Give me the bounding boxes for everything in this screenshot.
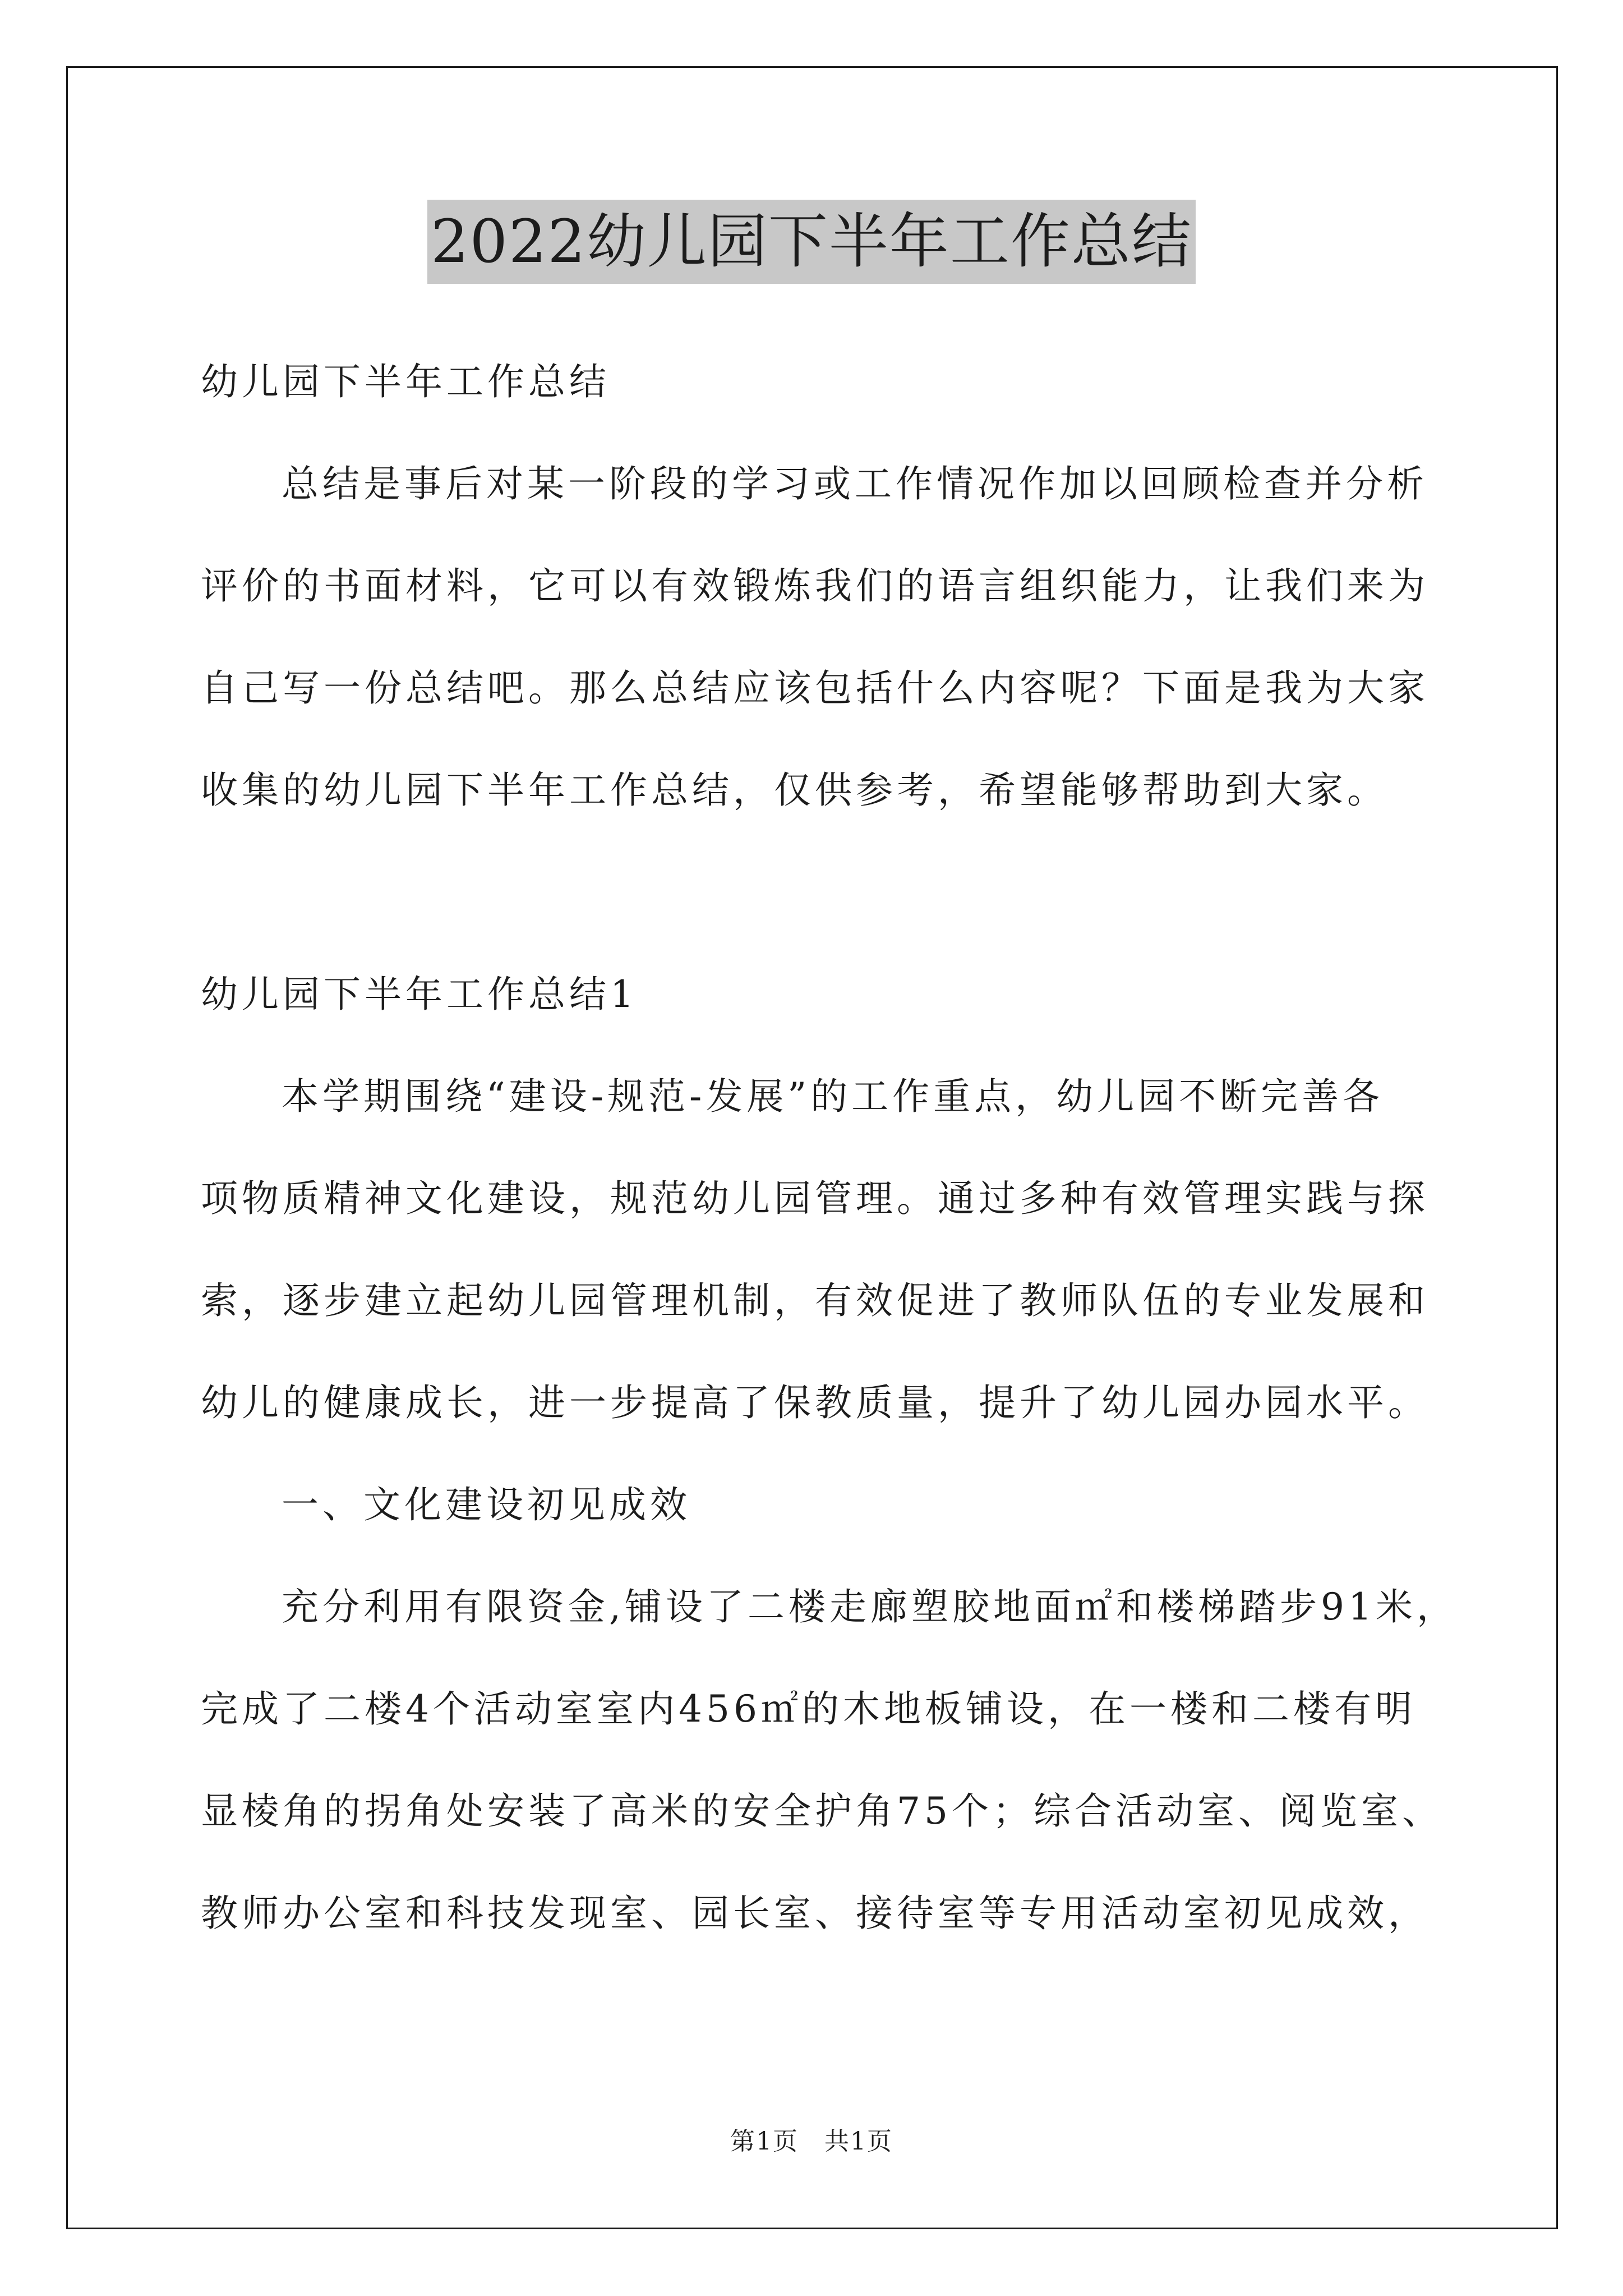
paragraph-line: 充分利用有限资金,铺设了二楼走廊塑胶地面㎡和楼梯踏步91米， (282, 1585, 1458, 1628)
paragraph-line: 本学期围绕“建设-规范-发展”的工作重点，幼儿园不断完善各 (282, 1075, 1384, 1118)
intro-line: 总结是事后对某一阶段的学习或工作情况作加以回顾检查并分析 (282, 462, 1428, 505)
paragraph-line: 教师办公室和科技发现室、园长室、接待室等专用活动室初见成效， (201, 1892, 1429, 1935)
title-block (0, 200, 1623, 284)
paragraph-line: 项物质精神文化建设，规范幼儿园管理。通过多种有效管理实践与探 (201, 1177, 1429, 1220)
paragraph-line: 完成了二楼4个活动室室内456㎡的木地板铺设，在一楼和二楼有明 (201, 1687, 1416, 1731)
intro-line: 收集的幼儿园下半年工作总结，仅供参考，希望能够帮助到大家。 (201, 769, 1388, 812)
document-title: 2022幼儿园下半年工作总结 (427, 200, 1196, 284)
paragraph-line: 显棱角的拐角处安装了高米的安全护角75个；综合活动室、阅览室、 (201, 1789, 1443, 1833)
page-footer: 第1页 共1页 (730, 2127, 893, 2156)
intro-line: 评价的书面材料，它可以有效锻炼我们的语言组织能力，让我们来为 (201, 564, 1429, 608)
paragraph-line: 索，逐步建立起幼儿园管理机制，有效促进了教师队伍的专业发展和 (201, 1279, 1429, 1322)
section-heading: 一、文化建设初见成效 (282, 1483, 691, 1526)
section-title: 幼儿园下半年工作总结1 (201, 973, 638, 1016)
intro-line: 自己写一份总结吧。那么总结应该包括什么内容呢？下面是我为大家 (201, 666, 1429, 710)
paragraph-line: 幼儿的健康成长，进一步提高了保教质量，提升了幼儿园办园水平。 (201, 1381, 1429, 1424)
document-subtitle: 幼儿园下半年工作总结 (201, 360, 610, 403)
